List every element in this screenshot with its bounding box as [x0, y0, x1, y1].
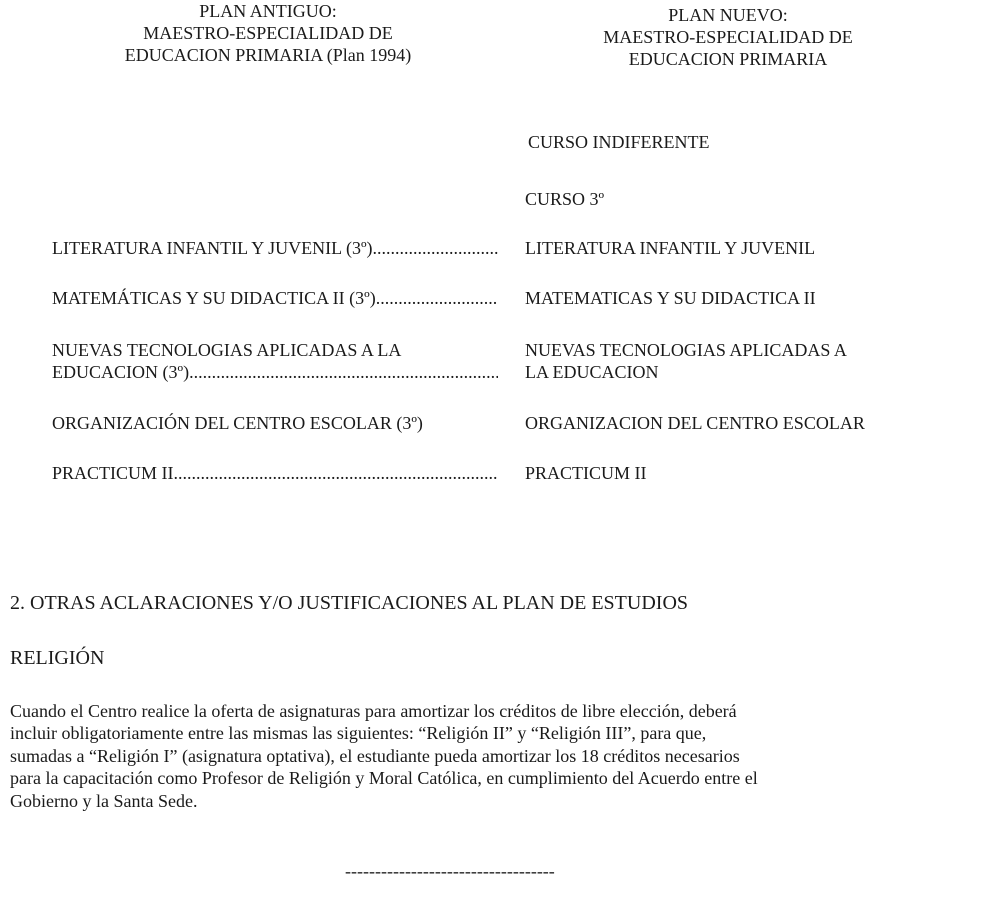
old-subject-label: EDUCACION (3º) — [52, 362, 190, 382]
new-subject-practicum: PRACTICUM II — [525, 463, 647, 483]
new-subject-literatura: LITERATURA INFANTIL Y JUVENIL — [525, 238, 816, 258]
new-plan-header-line2: MAESTRO-ESPECIALIDAD DE — [603, 27, 853, 47]
old-subject-label: PRACTICUM II — [52, 463, 174, 483]
old-plan-header-line1: PLAN ANTIGUO: — [199, 1, 337, 21]
old-subject-practicum — [52, 462, 498, 484]
section-title: 2. OTRAS ACLARACIONES Y/O JUSTIFICACIONES AL PLAN DE ESTUDIOS — [10, 592, 689, 614]
leader-dots — [174, 462, 498, 484]
religion-paragraph — [10, 700, 990, 812]
new-subject-matematicas: MATEMATICAS Y SU DIDACTICA II — [525, 288, 816, 308]
new-plan-header — [528, 4, 928, 70]
new-subject-organizacion: ORGANIZACION DEL CENTRO ESCOLAR — [525, 413, 865, 433]
old-plan-header — [68, 0, 468, 66]
paragraph-line: Cuando el Centro realice la oferta de asignaturas para amortizar los créditos de libre elección, deberá — [10, 701, 737, 721]
leader-dots — [189, 361, 498, 383]
new-plan-header-line1: PLAN NUEVO: — [668, 5, 788, 25]
section-subtitle: RELIGIÓN — [10, 647, 105, 669]
old-subject-label: LITERATURA INFANTIL Y JUVENIL (3º) — [52, 238, 373, 258]
leader-dots — [376, 287, 498, 309]
curso-3-label: CURSO 3º — [525, 189, 605, 209]
leader-dots — [373, 237, 498, 259]
old-plan-header-line3: EDUCACION PRIMARIA (Plan 1994) — [124, 45, 412, 65]
paragraph-line: sumadas a “Religión I” (asignatura optativa), el estudiante pueda amortizar los 18 créditos necesarios — [10, 745, 740, 766]
old-subject-nuevas-tecnologias-line1: NUEVAS TECNOLOGIAS APLICADAS A LA — [52, 340, 402, 360]
curso-indiferente-label: CURSO INDIFERENTE — [528, 132, 710, 152]
paragraph-line: para la capacitación como Profesor de Religión y Moral Católica, en cumplimiento del Acuerdo entre el — [10, 768, 758, 789]
paragraph-line: Gobierno y la Santa Sede. — [10, 790, 198, 811]
new-plan-header-line3: EDUCACION PRIMARIA — [628, 49, 828, 69]
new-subject-nuevas-tecnologias-line2: LA EDUCACION — [525, 362, 659, 382]
old-subject-organizacion: ORGANIZACIÓN DEL CENTRO ESCOLAR (3º) — [52, 413, 423, 433]
old-subject-label: MATEMÁTICAS Y SU DIDACTICA II (3º) — [52, 288, 376, 308]
old-subject-literatura — [52, 237, 498, 259]
new-subject-nuevas-tecnologias-line1: NUEVAS TECNOLOGIAS APLICADAS A — [525, 340, 847, 360]
paragraph-line: incluir obligatoriamente entre las mismas las siguientes: “Religión II” y “Religión III”, para que, — [10, 723, 707, 744]
old-subject-matematicas — [52, 287, 498, 309]
old-plan-header-line2: MAESTRO-ESPECIALIDAD DE — [143, 23, 393, 43]
end-separator: ----------------------------------- — [345, 861, 555, 881]
old-subject-nuevas-tecnologias-line2 — [52, 361, 498, 383]
